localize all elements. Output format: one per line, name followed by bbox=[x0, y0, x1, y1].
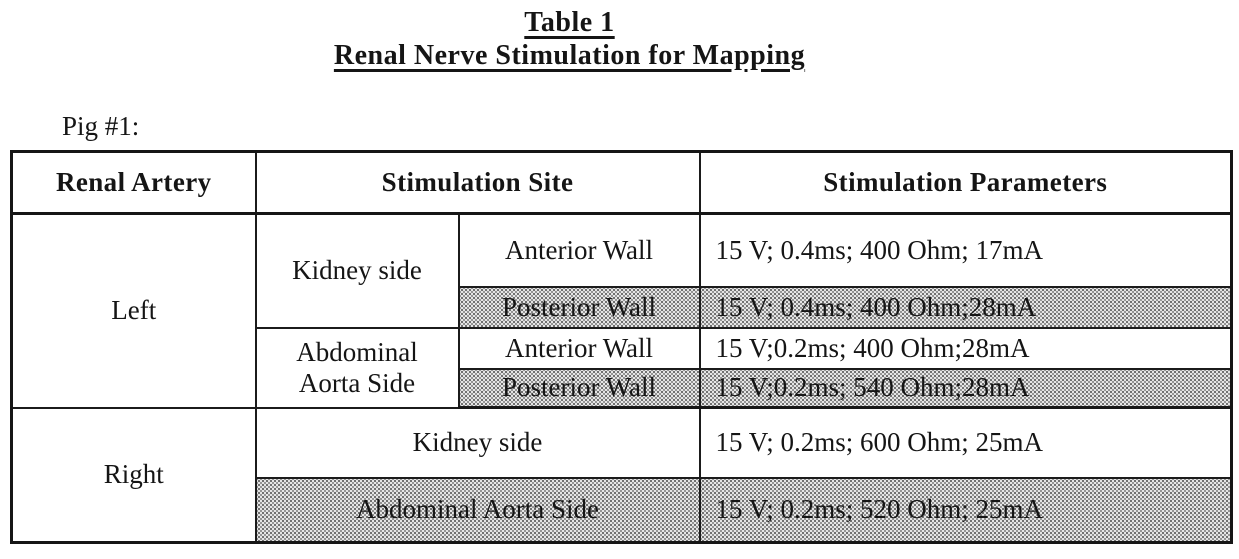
cell-left-aorta-posterior-site: Posterior Wall bbox=[459, 369, 700, 408]
table-header-row bbox=[12, 152, 1232, 214]
cell-left-kidney-anterior-params: 15 V; 0.4ms; 400 Ohm; 17mA bbox=[700, 214, 1232, 287]
cell-left-kidney-posterior-params: 15 V; 0.4ms; 400 Ohm;28mA bbox=[700, 287, 1232, 328]
header-renal-artery: Renal Artery bbox=[12, 152, 256, 214]
cell-left-aorta-side: Abdominal Aorta Side bbox=[256, 328, 459, 408]
stimulation-table bbox=[10, 150, 1233, 544]
table-title-block bbox=[0, 0, 1139, 72]
cell-artery-right: Right bbox=[12, 408, 256, 543]
table-subtitle: Renal Nerve Stimulation for Mapping bbox=[333, 40, 806, 71]
header-stimulation-site: Stimulation Site bbox=[256, 152, 700, 214]
cell-right-kidney-site: Kidney side bbox=[256, 408, 700, 478]
header-stimulation-parameters: Stimulation Parameters bbox=[700, 152, 1232, 214]
cell-left-kidney-anterior-site: Anterior Wall bbox=[459, 214, 700, 287]
cell-left-kidney-side: Kidney side bbox=[256, 214, 459, 328]
cell-left-aorta-posterior-params: 15 V;0.2ms; 540 Ohm;28mA bbox=[700, 369, 1232, 408]
cell-right-aorta-site: Abdominal Aorta Side bbox=[256, 478, 700, 543]
cell-right-aorta-params: 15 V; 0.2ms; 520 Ohm; 25mA bbox=[700, 478, 1232, 543]
cell-artery-left: Left bbox=[12, 214, 256, 408]
cell-right-kidney-params: 15 V; 0.2ms; 600 Ohm; 25mA bbox=[700, 408, 1232, 478]
table-row bbox=[12, 408, 1232, 478]
table-title: Table 1 bbox=[524, 7, 615, 38]
table-title-line2 bbox=[0, 39, 1139, 72]
table-row bbox=[12, 214, 1232, 287]
table-title-line1 bbox=[0, 6, 1139, 39]
cell-left-aorta-anterior-params: 15 V;0.2ms; 400 Ohm;28mA bbox=[700, 328, 1232, 369]
subject-label: Pig #1: bbox=[62, 111, 140, 141]
cell-left-aorta-anterior-site: Anterior Wall bbox=[459, 328, 700, 369]
cell-left-kidney-posterior-site: Posterior Wall bbox=[459, 287, 700, 328]
